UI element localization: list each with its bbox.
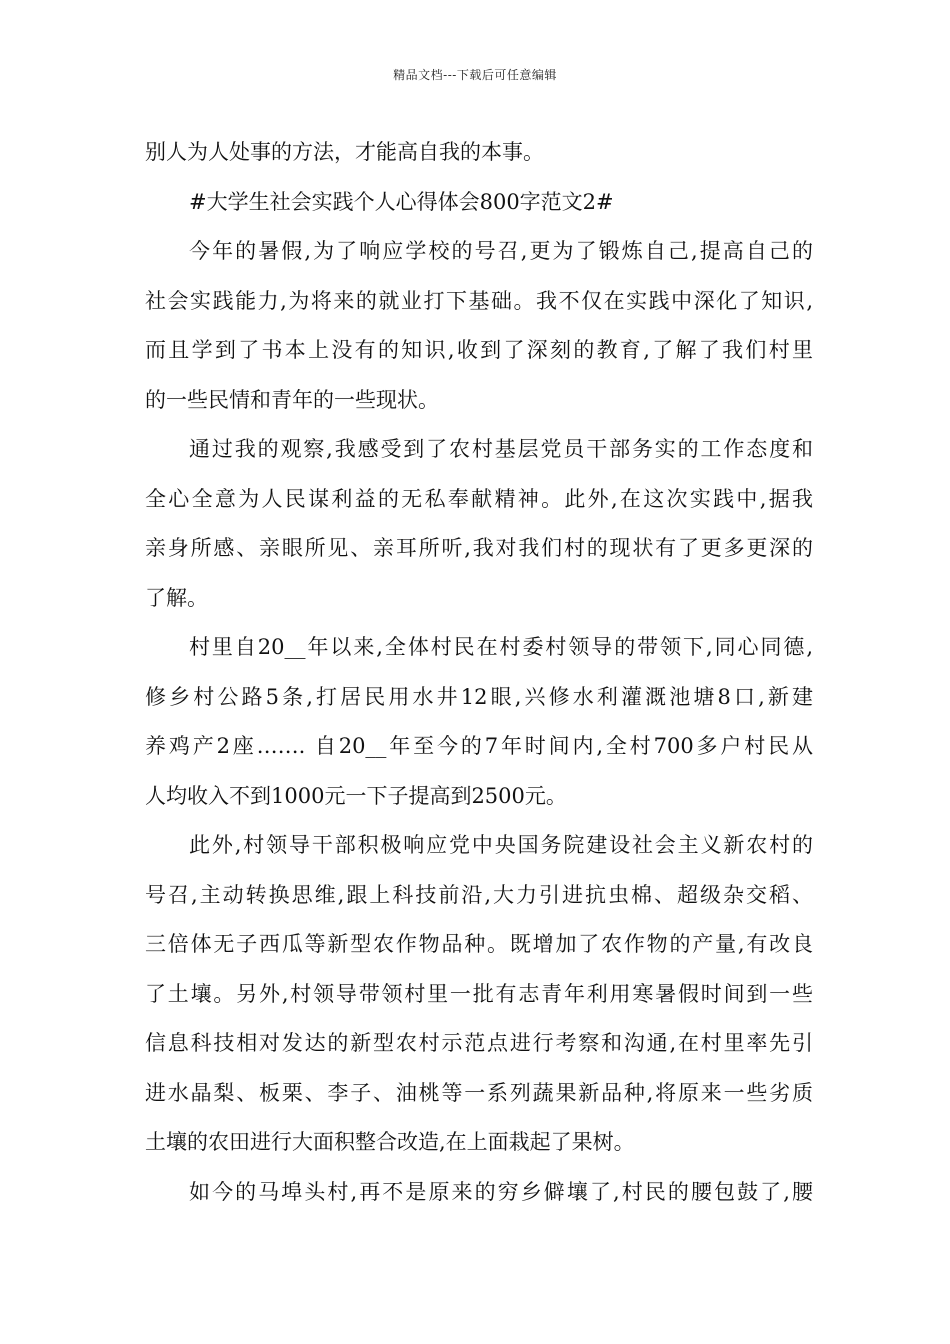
paragraph-line: 三倍体无子西瓜等新型农作物品种。既增加了农作物的产量,有改良 [145, 932, 813, 956]
paragraph-line: 全心全意为人民谋利益的无私奉献精神。此外,在这次实践中,据我 [145, 486, 813, 511]
paragraph-line: 号召,主动转换思维,跟上科技前沿,大力引进抗虫棉、超级杂交稻、 [145, 882, 813, 907]
paragraph-line: 进水晶梨、板栗、李子、油桃等一系列蔬果新品种,将原来一些劣质 [145, 1080, 813, 1105]
section-heading: #大学生社会实践个人心得体会800字范文2# [189, 189, 614, 214]
document-body [145, 128, 813, 1217]
paragraph-line: 修乡村公路5条,打居民用水井12眼,兴修水利灌溉池塘8口,新建 [145, 684, 813, 709]
paragraph-line: 亲身所感、亲眼所见、亲耳所听,我对我们村的现状有了更多更深的 [145, 536, 813, 560]
paragraph-line: 养鸡产2座……. 自20__年至今的7年时间内,全村700多户村民从 [145, 734, 813, 758]
paragraph-line: 今年的暑假,为了响应学校的号召,更为了锻炼自己,提高自己的 [189, 239, 813, 263]
paragraph-line: 人均收入不到1000元一下子提高到2500元。 [145, 783, 567, 808]
paragraph-line: 而且学到了书本上没有的知识,收到了深刻的教育,了解了我们村里 [145, 338, 813, 362]
paragraph-line: 土壤的农田进行大面积整合改造,在上面栽起了果树。 [145, 1130, 635, 1154]
paragraph-line: 的一些民情和青年的一些现状。 [145, 387, 439, 412]
paragraph-line: 信息科技相对发达的新型农村示范点进行考察和沟通,在村里率先引 [145, 1031, 813, 1055]
paragraph-line: 别人为人处事的方法，才能高自我的本事。 [145, 140, 544, 164]
paragraph-line: 如今的马埠头村,再不是原来的穷乡僻壤了,村民的腰包鼓了,腰 [189, 1179, 813, 1204]
paragraph-line: 村里自20__年以来,全体村民在村委村领导的带领下,同心同德, [189, 635, 813, 659]
paragraph-line: 通过我的观察,我感受到了农村基层党员干部务实的工作态度和 [189, 437, 813, 461]
paragraph-line: 社会实践能力,为将来的就业打下基础。我不仅在实践中深化了知识, [145, 288, 813, 313]
paragraph-line: 此外,村领导干部积极响应党中央国务院建设社会主义新农村的 [189, 833, 813, 857]
paragraph-line: 了土壤。另外,村领导带领村里一批有志青年利用寒暑假时间到一些 [145, 981, 813, 1006]
paragraph-line: 了解。 [145, 585, 208, 610]
page-header: 精品文档---下载后可任意编辑 [393, 68, 557, 82]
